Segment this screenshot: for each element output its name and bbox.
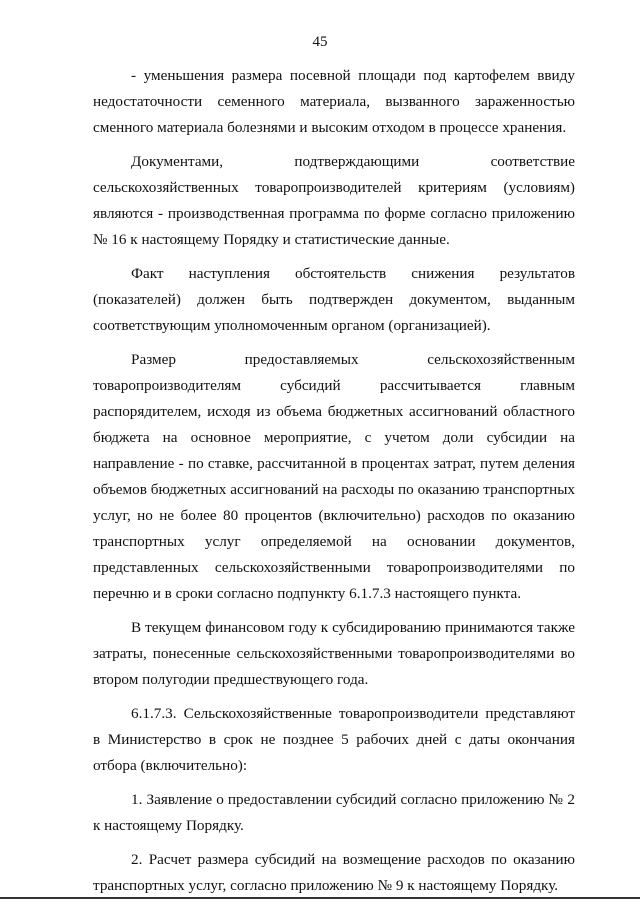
paragraph-subsidy-size: Размер предоставляемых сельскохозяйственным товаропроизводителям субсидий рассчитывается главным распорядителем, исходя из объема бюджетных ассигнований областного бюджета на основное мероприятие, с учетом доли субсидии на направление - по ставке, рассчитанной в процентах затрат, путем деления объемов бюджетных ассигнований на расходы по оказанию транспортных услуг, но не более 80 процентов (включительно) расходов по оказанию транспортных услуг определяемой на основании документов, представленных сельскохозяйственными товаропроизводителями по перечню и в сроки согласно подпункту 6.1.7.3 настоящего пункта. <box>93 351 575 602</box>
paragraph-item-1: 1. Заявление о предоставлении субсидий согласно приложению № 2 к настоящему Порядку. <box>93 791 575 834</box>
paragraph-6-1-7-3: 6.1.7.3. Сельскохозяйственные товаропроизводители представляют в Министерство в срок не позднее 5 рабочих дней с даты окончания отбора (включительно): <box>93 705 575 774</box>
paragraph-circumstances-fact: Факт наступления обстоятельств снижения результатов (показателей) должен быть подтвержден документом, выданным соответствующим уполномоченным органом (организацией). <box>93 265 575 334</box>
paragraph-confirming-documents: Документами, подтверждающими соответствие сельскохозяйственных товаропроизводителей критериям (условиям) являются - производственная программа по форме согласно приложению № 16 к настоящему Порядку и статистические данные. <box>93 153 575 248</box>
document-body <box>93 63 575 907</box>
paragraph-item-2: 2. Расчет размера субсидий на возмещение расходов по оказанию транспортных услуг, согласно приложению № 9 к настоящему Порядку. <box>93 851 575 894</box>
paragraph-current-year-costs: В текущем финансовом году к субсидированию принимаются также затраты, понесенные сельскохозяйственными товаропроизводителями во втором полугодии предшествующего года. <box>93 619 575 688</box>
paragraph-sowing-area: - уменьшения размера посевной площади под картофелем ввиду недостаточности семенного материала, вызванного зараженностью сменного материала болезнями и высоким отходом в процессе хранения. <box>93 67 575 136</box>
page-number: 45 <box>312 34 328 50</box>
bottom-rule <box>0 897 640 899</box>
